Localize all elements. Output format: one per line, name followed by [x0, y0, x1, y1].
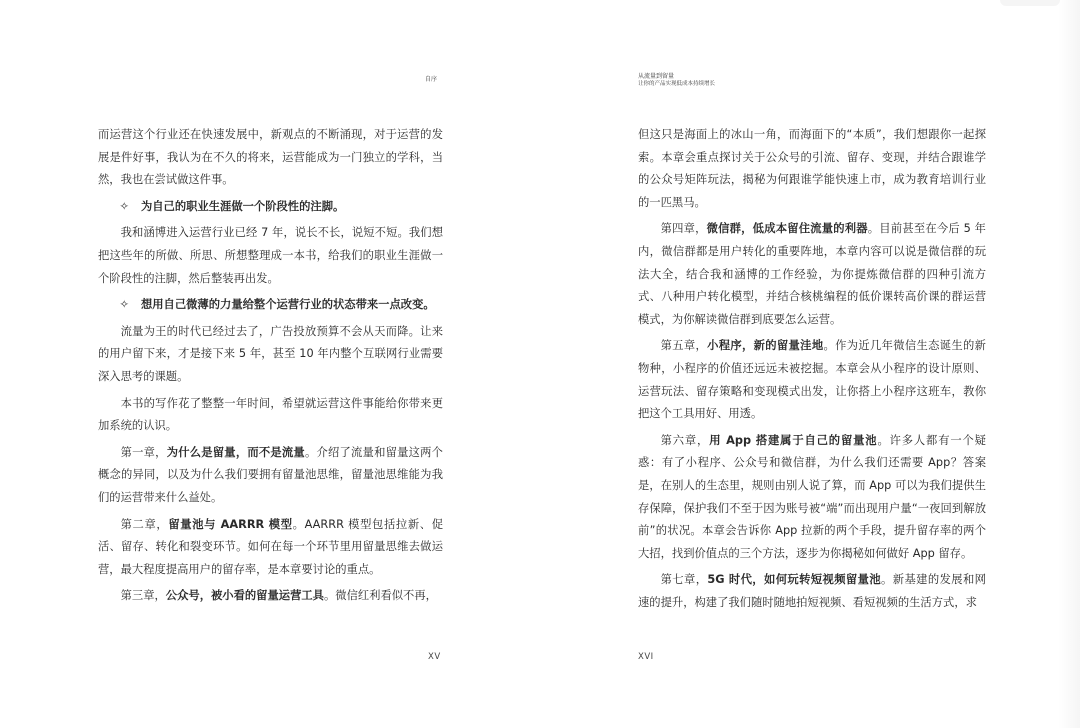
running-head	[638, 73, 715, 88]
chapter-lead: 第二章，	[120, 517, 169, 531]
goal-text: 想用自己微薄的力量给整个运营行业的状态带来一点改变。	[140, 298, 435, 312]
page-number: XVI	[638, 652, 654, 662]
goal-heading	[98, 294, 443, 317]
chapter-summary	[638, 218, 986, 331]
chapter-summary	[98, 585, 443, 608]
diamond-bullet-icon: ✧	[119, 298, 129, 312]
page-body	[98, 124, 443, 612]
chapter-title: 为什么是留量，而不是流量	[166, 445, 305, 459]
chapter-title: 用 App 搭建属于自己的留量池	[709, 433, 878, 447]
chapter-title: 留量池与 AARRR 模型	[168, 517, 293, 531]
chapter-description: 。目前甚至在今后 5 年内，微信群都是用户转化的重要阵地，本章内容可以说是微信群的玩法大全，结合我和涵博的工作经验，为你提炼微信群的四种引流方式、八种用户转化模型，并结合核桃编程的低价课转高价课的群运营模式，为你解读微信群到底要怎么运营。	[638, 222, 986, 326]
chapter-summary	[638, 569, 986, 614]
chapter-lead: 第七章，	[660, 573, 708, 587]
edge-shadow	[1058, 0, 1080, 728]
chapter-description: 。AARRR 模型包括拉新、促活、留存、转化和裂变环节。如何在每一个环节里用留量思维去做运营，最大程度提高用户的留存率，是本章要讨论的重点。	[98, 517, 443, 576]
chapter-description: 。作为近几年微信生态诞生的新物种，小程序的价值还远远未被挖掘。本章会从小程序的设计原则、运营玩法、留存策略和变现模式出发，让你搭上小程序这班车，教你把这个工具用好、用透。	[638, 339, 986, 421]
diamond-bullet-icon: ✧	[119, 199, 129, 213]
chapter-summary	[98, 514, 443, 582]
page-number: XV	[428, 652, 441, 662]
right-page	[540, 0, 1060, 728]
chapter-description: 。微信红利看似不再，	[323, 589, 437, 603]
chapter-summary	[98, 442, 443, 510]
page-corner-shadow	[1000, 0, 1060, 6]
chapter-lead: 第四章，	[660, 222, 707, 236]
chapter-title: 公众号，被小看的留量运营工具	[165, 589, 324, 603]
chapter-lead: 第三章，	[120, 589, 166, 603]
paragraph: 流量为王的时代已经过去了，广告投放预算不会从天而降。让来的用户留下来，才是接下来 5 年，甚至 10 年内整个互联网行业需要深入思考的课题。	[98, 324, 443, 383]
chapter-summary	[638, 430, 986, 566]
chapter-title: 5G 时代，如何玩转短视频留量池	[707, 573, 882, 587]
chapter-title: 小程序，新的留量洼地	[707, 339, 824, 353]
paragraph: 我和涵博进入运营行业已经 7 年，说长不长，说短不短。我们想把这些年的所做、所思、所想整理成一本书，给我们的职业生涯做一个阶段性的注脚，然后整装再出发。	[98, 226, 443, 285]
chapter-title: 微信群，低成本留住流量的利器	[706, 222, 868, 236]
book-title: 从流量到留量	[638, 73, 675, 80]
page-body	[638, 124, 986, 618]
left-page	[0, 0, 520, 728]
paragraph: 而运营这个行业还在快速发展中，新观点的不断涌现，对于运营的发展是件好事，我认为在不久的将来，运营能成为一门独立的学科，当然，我也在尝试做这件事。	[98, 128, 443, 187]
book-subtitle: 让你的产品实现低成本持续增长	[638, 81, 716, 87]
chapter-description: 。许多人都有一个疑惑：有了小程序、公众号和微信群，为什么我们还需要 App？答案是，在别人的生态里，规则由别人说了算，而 App 可以为我们提供生存保障，保护我们不至于因为账号被“端”而出现用户量“一夜回到解放前”的状况。本章会告诉你 App 拉新的两个手段，提升留存率的两个大招，找到价值点的三个方法，逐步为你揭秘如何做好 App 留存。	[638, 433, 986, 560]
paragraph: 本书的写作花了整整一年时间，希望就运营这件事能给你带来更加系统的认识。	[98, 396, 443, 433]
goal-text: 为自己的职业生涯做一个阶段性的注脚。	[140, 199, 345, 213]
paragraph: 但这只是海面上的冰山一角，而海面下的“本质”，我们想跟你一起探索。本章会重点探讨关于公众号的引流、留存、变现，并结合跟谁学的公众号矩阵玩法，揭秘为何跟谁学能快速上市，成为教育培训行业的一匹黑马。	[638, 128, 986, 209]
chapter-lead: 第五章，	[660, 339, 708, 353]
goal-heading	[98, 196, 443, 219]
chapter-summary	[638, 335, 986, 425]
chapter-lead: 第六章，	[660, 433, 710, 447]
chapter-description: 。新基建的发展和网速的提升，构建了我们随时随地拍短视频、看短视频的生活方式，求	[638, 573, 986, 609]
chapter-lead: 第一章，	[120, 445, 167, 459]
running-head: 自序	[425, 76, 438, 83]
chapter-description: 。介绍了流量和留量这两个概念的异同，以及为什么我们要拥有留量池思维，留量池思维能为我们的运营带来什么益处。	[98, 445, 443, 504]
